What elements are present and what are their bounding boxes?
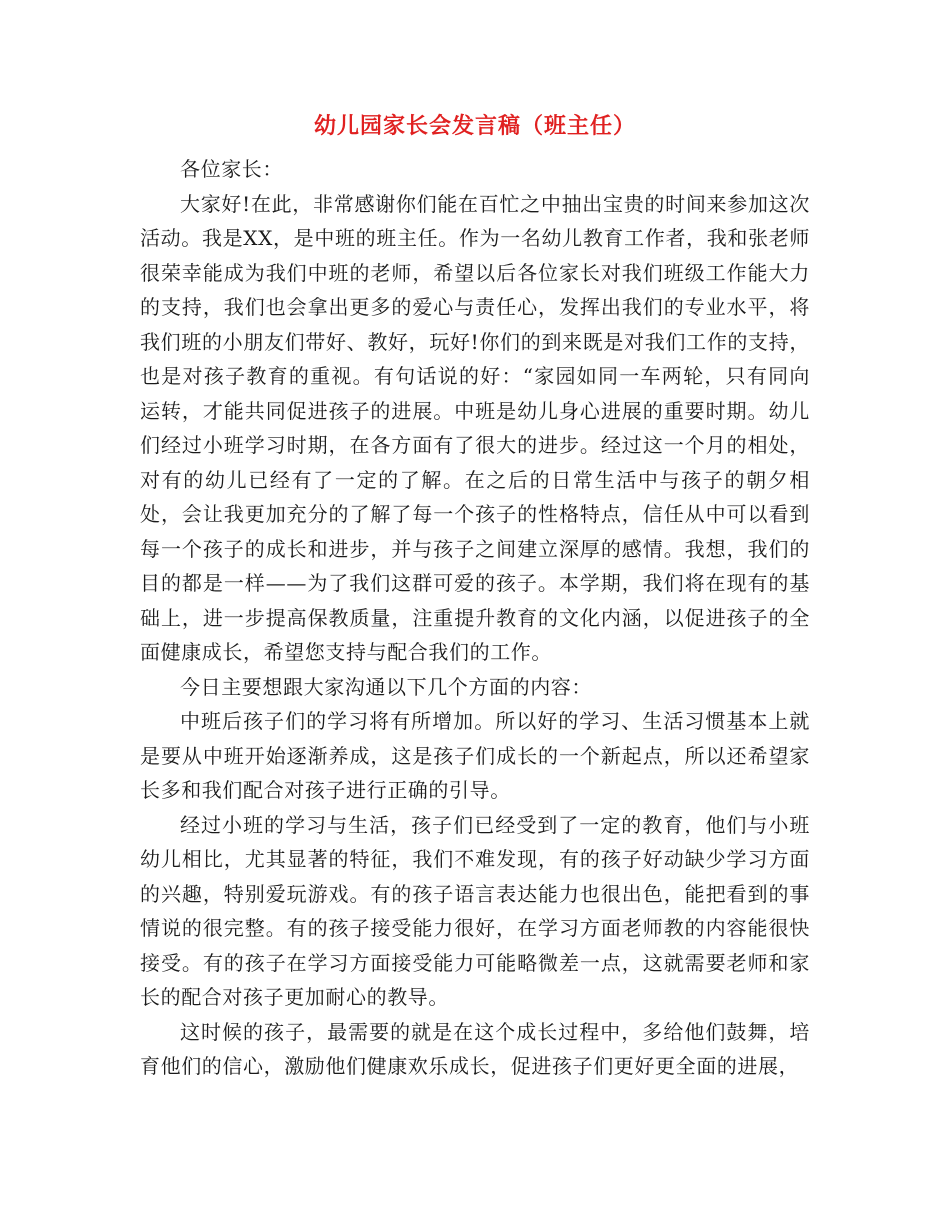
- paragraph-encouragement: 这时候的孩子，最需要的就是在这个成长过程中，多给他们鼓舞，培育他们的信心，激励他们健康欢乐成长，促进孩子们更好更全面的进展，: [140, 1019, 810, 1078]
- paragraph-child-differences: 经过小班的学习与生活，孩子们已经受到了一定的教育，他们与小班幼儿相比，尤其显著的特征，我们不难发现，有的孩子好动缺少学习方面的兴趣，特别爱玩游戏。有的孩子语言表达能力也很出色，能把看到的事情说的很完整。有的孩子接受能力很好，在学习方面老师教的内容能很快接受。有的孩子在学习方面接受能力可能略微差一点，这就需要老师和家长的配合对孩子更加耐心的教导。: [140, 812, 810, 1009]
- document-title: 幼儿园家长会发言稿（班主任）: [313, 113, 636, 139]
- document-page: [140, 100, 810, 1084]
- paragraph-greeting: 各位家长：: [180, 157, 283, 181]
- paragraph-topics: 今日主要想跟大家沟通以下几个方面的内容：: [180, 674, 592, 699]
- paragraph-study-habits: 中班后孩子们的学习将有所增加。所以好的学习、生活习惯基本上就是要从中班开始逐渐养成，这是孩子们成长的一个新起点，所以还希望家长多和我们配合对孩子进行正确的引导。: [140, 709, 810, 802]
- paragraph-intro: 大家好!在此，非常感谢你们能在百忙之中抽出宝贵的时间来参加这次活动。我是XX，是中班的班主任。作为一名幼儿教育工作者，我和张老师很荣幸能成为我们中班的老师，希望以后各位家长对我们班级工作能大力的支持，我们也会拿出更多的爱心与责任心，发挥出我们的专业水平，将我们班的小朋友们带好、教好，玩好!你们的到来既是对我们工作的支持，也是对孩子教育的重视。有句话说的好：“家园如同一车两轮，只有同向运转，才能共同促进孩子的进展。中班是幼儿身心进展的重要时期。幼儿们经过小班学习时期，在各方面有了很大的进步。经过这一个月的相处，对有的幼儿已经有了一定的了解。在之后的日常生活中与孩子的朝夕相处，会让我更加充分的了解了每一个孩子的性格特点，信任从中可以看到每一个孩子的成长和进步，并与孩子之间建立深厚的感情。我想，我们的目的都是一样——为了我们这群可爱的孩子。本学期，我们将在现有的基础上，进一步提高保教质量，注重提升教育的文化内涵，以促进孩子的全面健康成长，希望您支持与配合我们的工作。: [140, 191, 810, 664]
